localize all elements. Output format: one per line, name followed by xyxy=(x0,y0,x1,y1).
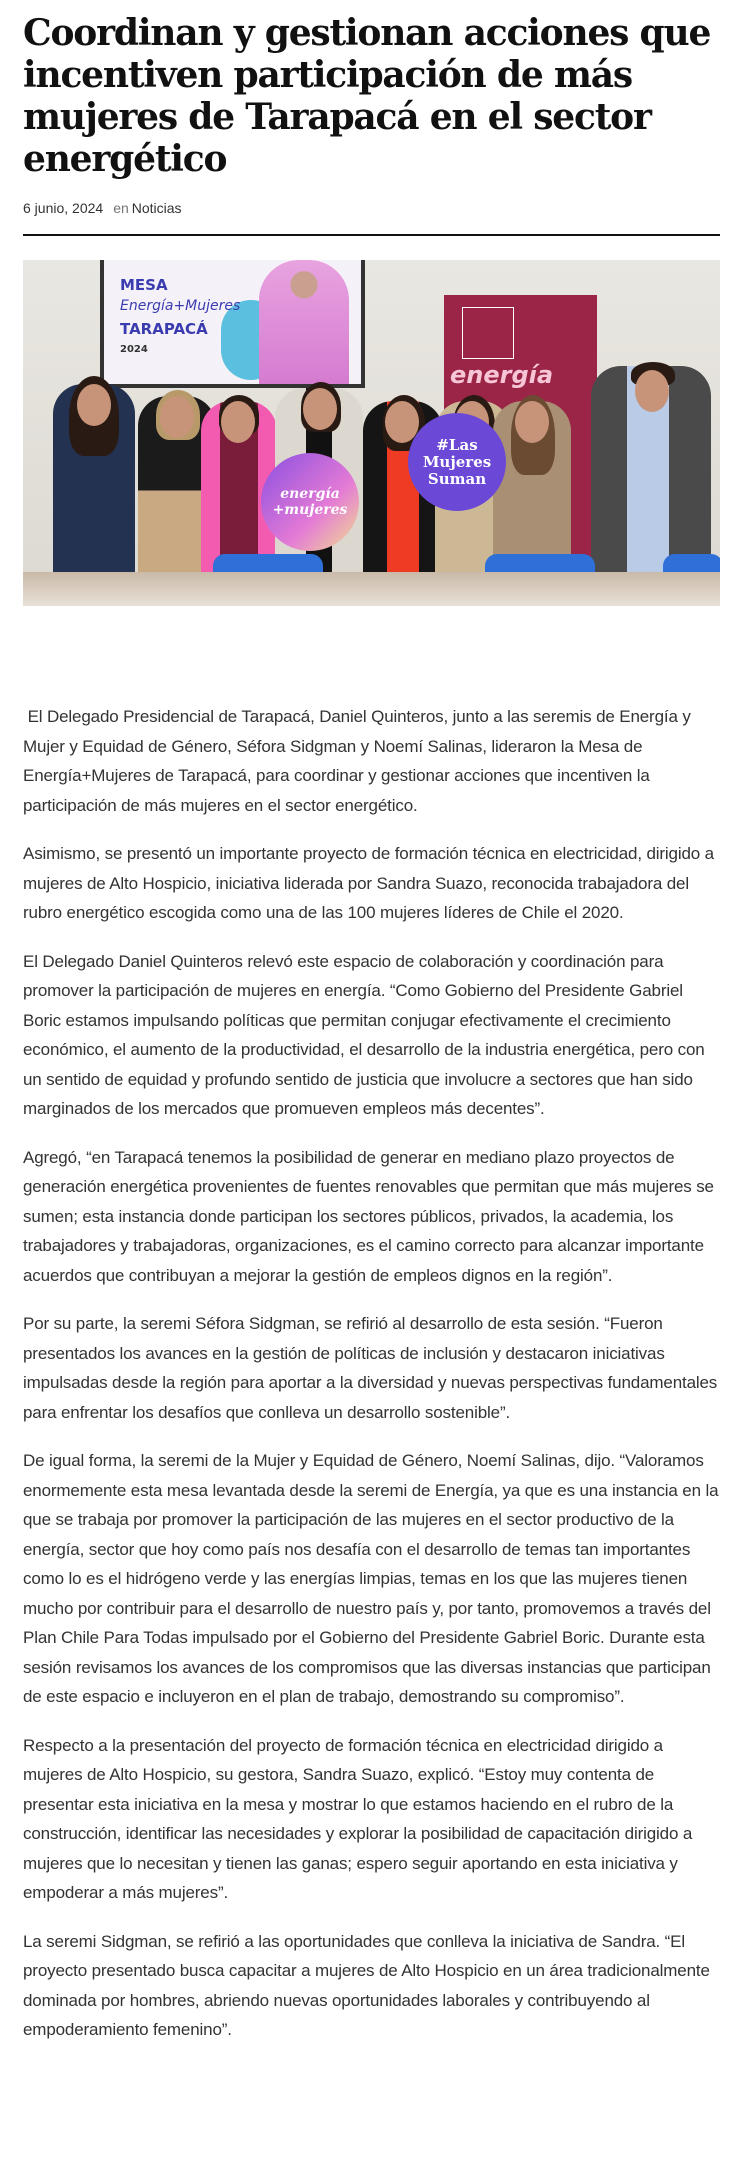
banner-text: energía xyxy=(450,361,554,389)
category-link[interactable]: Noticias xyxy=(131,200,182,216)
paragraph: Respecto a la presentación del proyecto de formación técnica en electricidad dirigido a mujeres de Alto Hospicio, su gestora, Sandra Suazo, explicó. “Estoy muy contenta de presentar esta iniciativa en la mesa y mostrar lo que estamos haciendo en el rubro de la construcción, identificar las necesidades y explorar la posibilidad de capacitación dirigido a mujeres que lo necesitan y tienen las ganas; espero seguir aportando en esta iniciativa y empoderar a más mujeres”. xyxy=(23,1735,693,1902)
screen-illustration xyxy=(259,260,349,384)
paragraph: Por su parte, la seremi Séfora Sidgman, se refirió al desarrollo de esta sesión. “Fueron presentados los avances en la gestión de políticas de inclusión y destacaron iniciativas impulsadas desde la región para aportar a la diversidad y nuevas perspectivas fundamentales para enfrentar los desafíos que conlleva un desarrollo sostenible”. xyxy=(23,1314,718,1422)
article-photo xyxy=(23,260,720,606)
publish-date: 6 junio, 2024 xyxy=(23,200,104,216)
table xyxy=(23,572,720,606)
presentation-screen xyxy=(100,260,365,388)
ministry-logo xyxy=(462,307,514,359)
paragraph: El Delegado Presidencial de Tarapacá, Daniel Quinteros, junto a las seremis de Energía y Mujer y Equidad de Género, Séfora Sidgman y Noemí Salinas, lideraron la Mesa de Energía+Mujeres de Tarapacá, para coordinar y gestionar acciones que incentiven la participación de más mujeres en el sector energético. xyxy=(23,707,696,815)
article-body xyxy=(23,702,720,2045)
sign-energia-mujeres: energía +mujeres xyxy=(261,453,359,551)
article-meta xyxy=(23,200,720,220)
paragraph: La seremi Sidgman, se refirió a las oportunidades que conlleva la iniciativa de Sandra. “El proyecto presentado busca capacitar a mujeres de Alto Hospicio en un área tradicionalmente dominada por hombres, abriendo nuevas oportunidades laborales y contribuyendo al empoderamiento femenino”. xyxy=(23,1931,710,2039)
screen-text: MESA xyxy=(120,276,168,294)
paragraph: El Delegado Daniel Quinteros relevó este espacio de colaboración y coordinación para promover la participación de mujeres en energía. “Como Gobierno del Presidente Gabriel Boric estamos impulsando políticas que permitan conjugar efectivamente el crecimiento económico, el aumento de la productividad, el desarrollo de la industria energética, pero con un sentido de equidad y profundo sentido de justicia que involucre a sectores que han sido marginados de los mercados que promueven empleos más decentes”. xyxy=(23,951,705,1118)
paragraph: Agregó, “en Tarapacá tenemos la posibilidad de generar en mediano plazo proyectos de generación energética provenientes de fuentes renovables que permitan que más mujeres se sumen; esta instancia donde participan los sectores públicos, privados, la academia, los trabajadores y trabajadoras, organizaciones, es el camino correcto para alcanzar importante acuerdos que contribuyan a mejorar la gestión de empleos dignos en la región”. xyxy=(23,1147,714,1285)
screen-text: TARAPACÁ xyxy=(120,320,208,338)
article xyxy=(23,0,720,2064)
category-prefix: en xyxy=(113,200,129,216)
screen-text: 2024 xyxy=(120,344,148,355)
divider xyxy=(23,234,720,236)
screen-text: Energía+Mujeres xyxy=(120,298,241,314)
sign-las-mujeres-suman: #Las Mujeres Suman xyxy=(408,413,506,511)
article-title: Coordinan y gestionan acciones que incentiven participación de más mujeres de Tarapacá en el sector energético xyxy=(23,12,711,180)
paragraph: Asimismo, se presentó un importante proyecto de formación técnica en electricidad, dirigido a mujeres de Alto Hospicio, iniciativa liderada por Sandra Suazo, reconocida trabajadora del rubro energético escogida como una de las 100 mujeres líderes de Chile el 2020. xyxy=(23,844,714,922)
paragraph: De igual forma, la seremi de la Mujer y Equidad de Género, Noemí Salinas, dijo. “Valoramos enormemente esta mesa levantada desde la seremi de Energía, ya que es una instancia en la que se trabaja por promover la participación de las mujeres en el sector productivo de la energía, sector que hoy como país nos desafía con el desarrollo de temas tan importantes como lo es el hidrógeno verde y las energías limpias, temas en los que las mujeres tienen mucho por contribuir para el desarrollo de nuestro país y, por tanto, promovemos a través del Plan Chile Para Todas impulsado por el Gobierno del Presidente Gabriel Boric. Durante esta sesión revisamos los avances de los compromisos que las diversas instancias que participan de este espacio e incluyeron en el plan de trabajo, demostrando su compromiso”. xyxy=(23,1451,719,1706)
